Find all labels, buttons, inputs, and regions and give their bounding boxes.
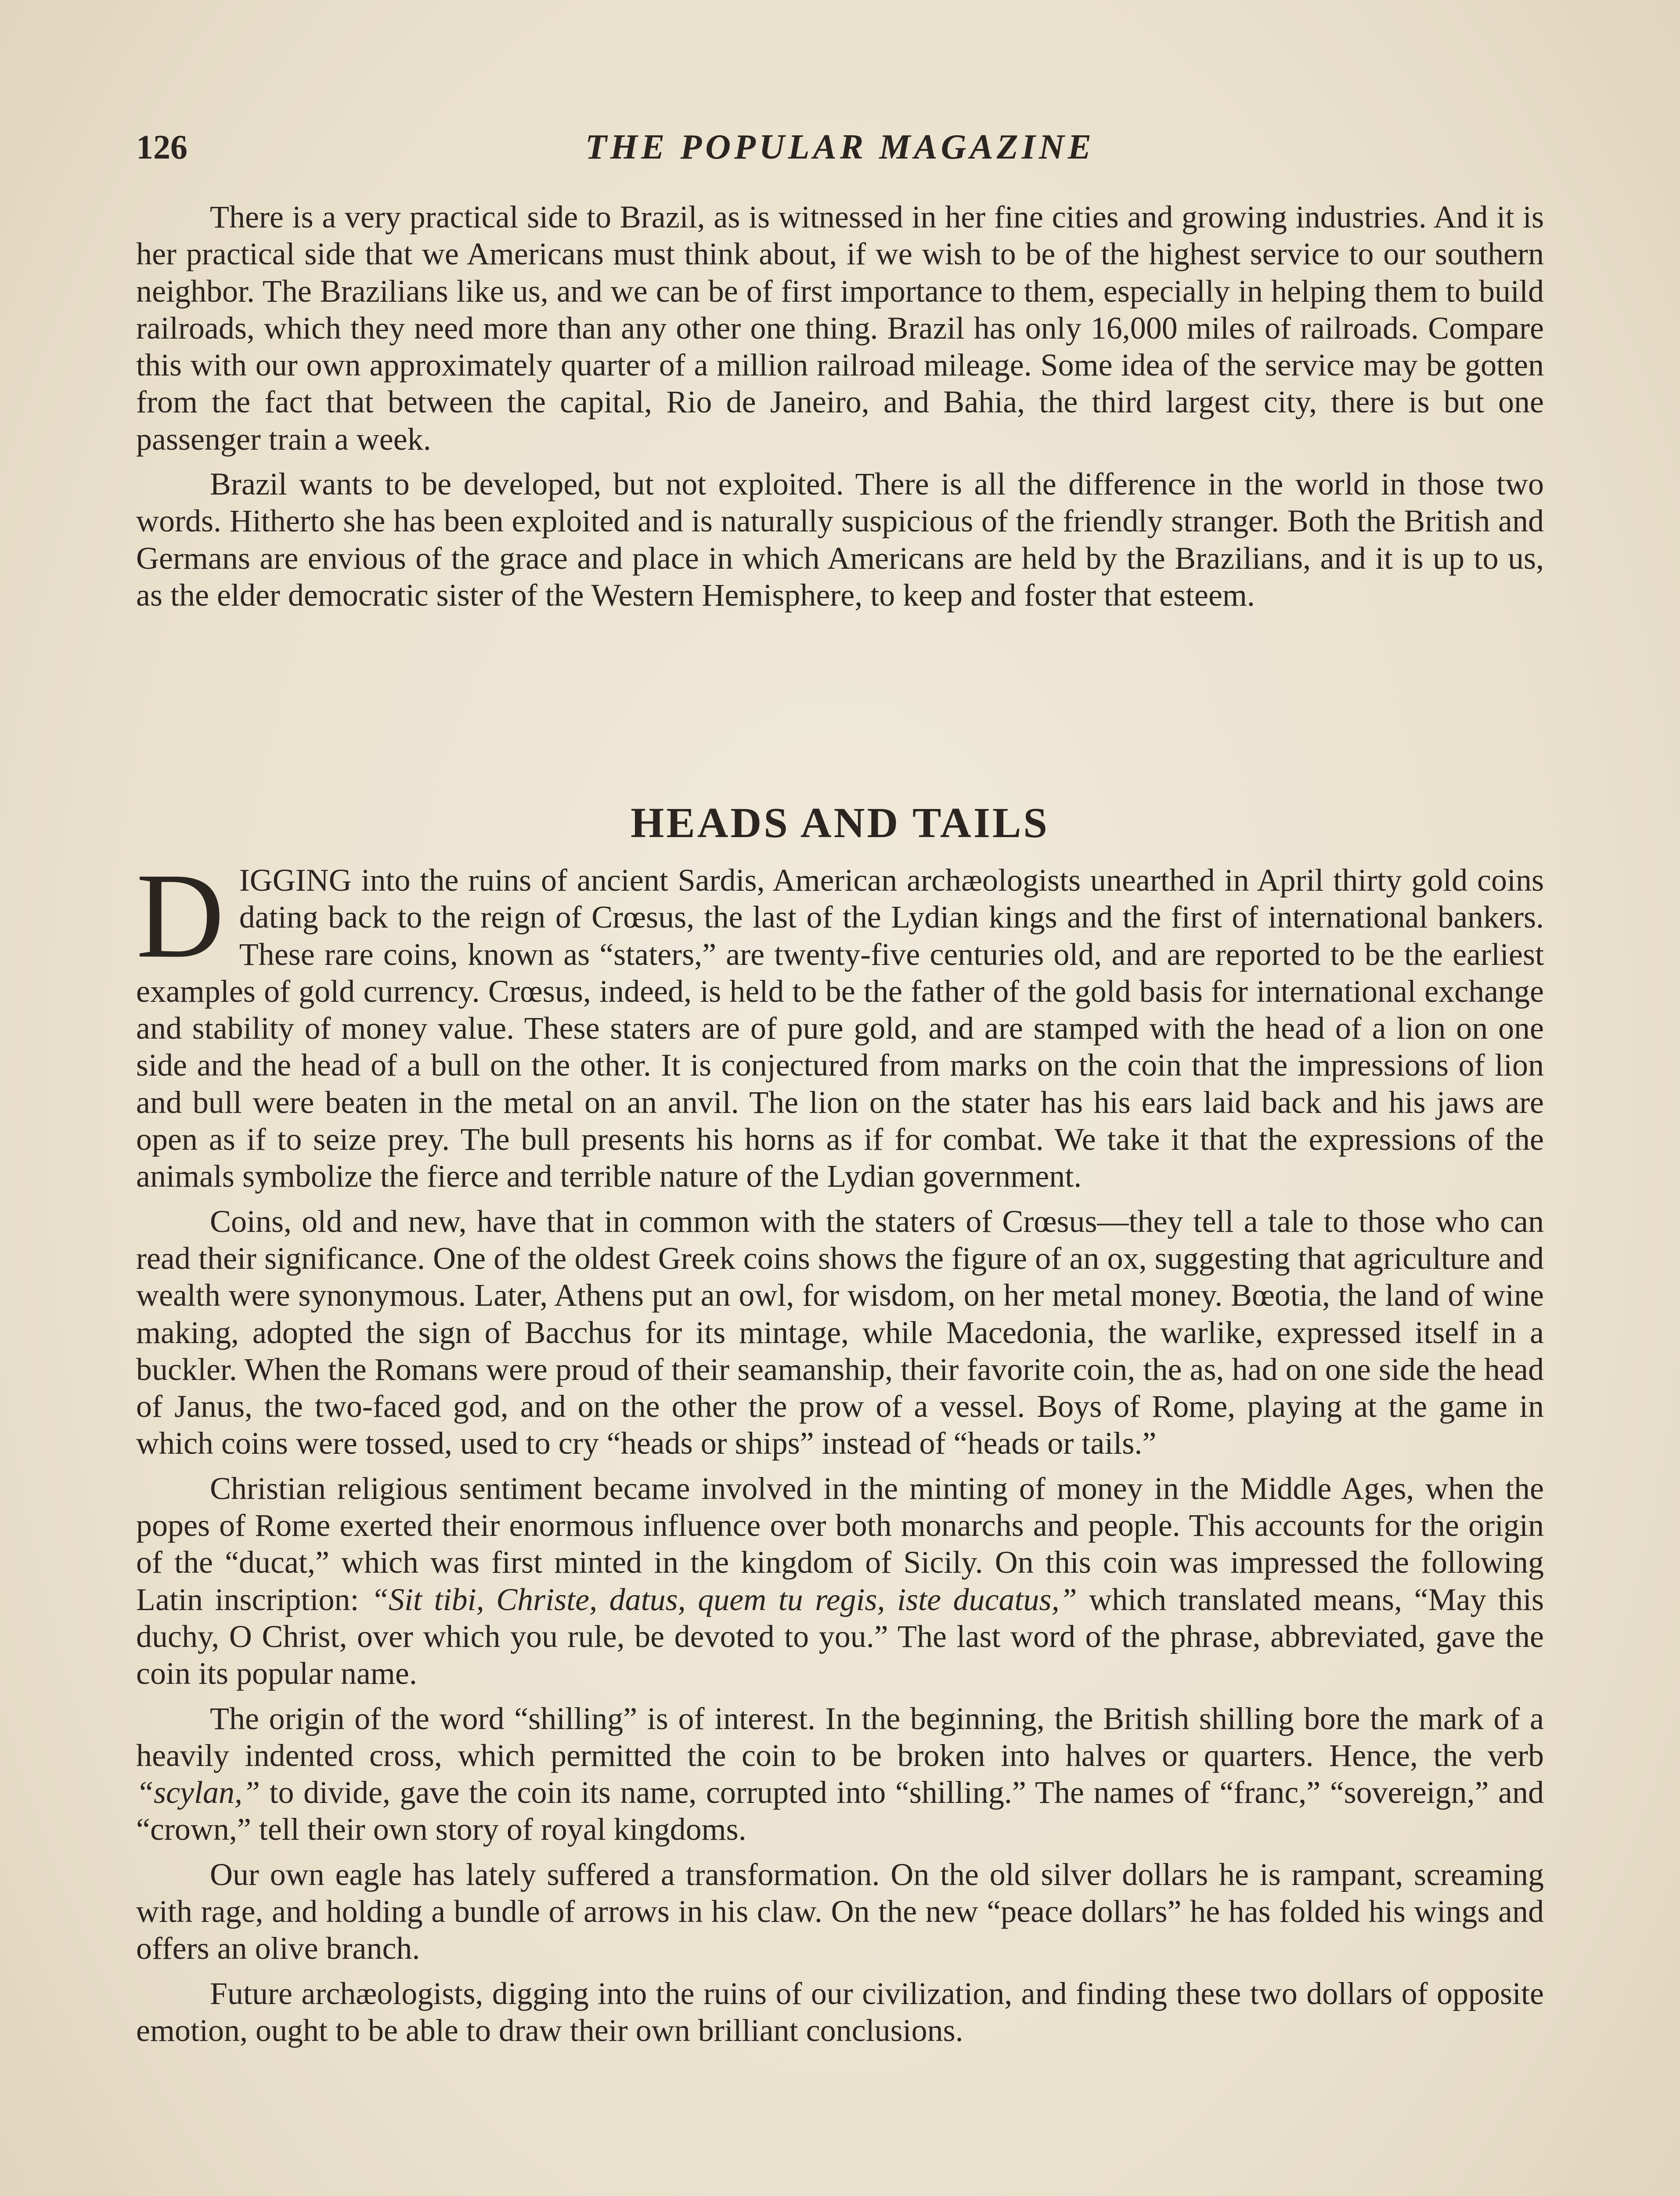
page-header [136, 127, 1544, 180]
intro-paragraph: There is a very practical side to Brazil, as is witnessed in her fine cities and growing industries. And it is her practical side that we Americans must think about, if we wish to be of the highest service to our southern neighbor. The Brazilians like us, and we can be of first importance to them, especially in helping them to build railroads, which they need more than any other one thing. Brazil has only 16,000 miles of railroads. Compare this with our own approximately quarter of a million railroad mileage. Some idea of the service may be gotten from the fact that between the capital, Rio de Janeiro, and Bahia, the third largest city, there is but one passenger train a week. [136, 199, 1544, 457]
paragraph-text: to divide, gave the coin its name, corrupted into “shilling.” The names of “franc,” “sovereign,” and “crown,” tell their own story of royal kingdoms. [136, 1775, 1544, 1847]
intro-paragraph: Brazil wants to be developed, but not exploited. There is all the difference in the world in those two words. Hitherto she has been exploited and is naturally suspicious of the friendly stranger. Both the British and Germans are envious of the grace and place in which Americans are held by the Brazilians, and it is up to us, as the elder democratic sister of the Western Hemisphere, to keep and foster that esteem. [136, 466, 1544, 613]
paragraph-text: Christian religious sentiment became involved in the minting of money in the Middle Ages, when the popes of Rome exerted their enormous influence over both monarchs and people. This accounts for the origin of the “ducat,” which was first minted in the kingdom of Sicily. On this coin was impressed the following Latin inscription: [136, 1470, 1544, 1617]
article-paragraph: Our own eagle has lately suffered a transformation. On the old silver dollars he is rampant, screaming with rage, and holding a bundle of arrows in his claw. On the new “peace dollars” he has folded his wings and offers an olive branch. [136, 1856, 1544, 1966]
article-body [136, 848, 1544, 2049]
running-title: THE POPULAR MAGAZINE [585, 128, 1095, 166]
verb-italic: “scylan,” [136, 1775, 260, 1810]
intro-text [136, 199, 1544, 614]
paragraph-text: which translated means, “May this duchy, O Christ, over which you rule, be devoted to you.” The last word of the phrase, abbreviated, gave the coin its popular name. [136, 1582, 1544, 1691]
article-paragraph: Coins, old and new, have that in common with the staters of Crœsus—they tell a tale to those who can read their significance. One of the oldest Greek coins shows the figure of an ox, suggesting that agriculture and wealth were synonymous. Later, Athens put an owl, for wisdom, on her metal money. Bœotia, the land of wine making, adopted the sign of Bacchus for its mintage, while Macedonia, the warlike, expressed itself in a buckler. When the Romans were proud of their seamanship, their favorite coin, the as, had on one side the head of Janus, the two-faced god, and on the other the prow of a vessel. Boys of Rome, playing at the game in which coins were tossed, used to cry “heads or ships” instead of “heads or tails.” [136, 1203, 1544, 1461]
lead-text: IGGING into the ruins of ancient Sardis, American archæologists unearthed in April thirty gold coins dating back to the reign of Crœsus, the last of the Lydian kings and the first of international bankers. These rare coins, known as “staters,” are twenty-five centuries old, and are reported to be the earliest examples of gold currency. Crœsus, indeed, is held to be the father of the gold basis for international exchange and stability of money value. These staters are of pure gold, and are stamped with the head of a lion on one side and the head of a bull on the other. It is conjectured from marks on the coin that the impressions of lion and bull were beaten in the metal on an anvil. The lion on the stater has his ears laid back and his jaws are open as if to seize prey. The bull presents his horns as if for combat. We take it that the expressions of the animals symbolize the fierce and terrible nature of the Lydian government. [136, 863, 1544, 1194]
article-paragraph [136, 1700, 1544, 1848]
drop-cap: D [136, 848, 224, 983]
page-number: 126 [136, 128, 187, 166]
latin-inscription: “Sit tibi, Christe, datus, quem tu regis, iste ducatus,” [371, 1582, 1077, 1617]
article-paragraph [136, 1470, 1544, 1692]
lead-paragraph [136, 848, 1544, 1195]
article-title: HEADS AND TAILS [631, 799, 1049, 847]
paragraph-text: The origin of the word “shilling” is of interest. In the beginning, the British shilling bore the mark of a heavily indented cross, which permitted the coin to be broken into halves or quarters. Hence, the verb [136, 1701, 1544, 1773]
article-paragraph: Future archæologists, digging into the ruins of our civilization, and finding these two dollars of opposite emotion, ought to be able to draw their own brilliant conclusions. [136, 1976, 1544, 2048]
